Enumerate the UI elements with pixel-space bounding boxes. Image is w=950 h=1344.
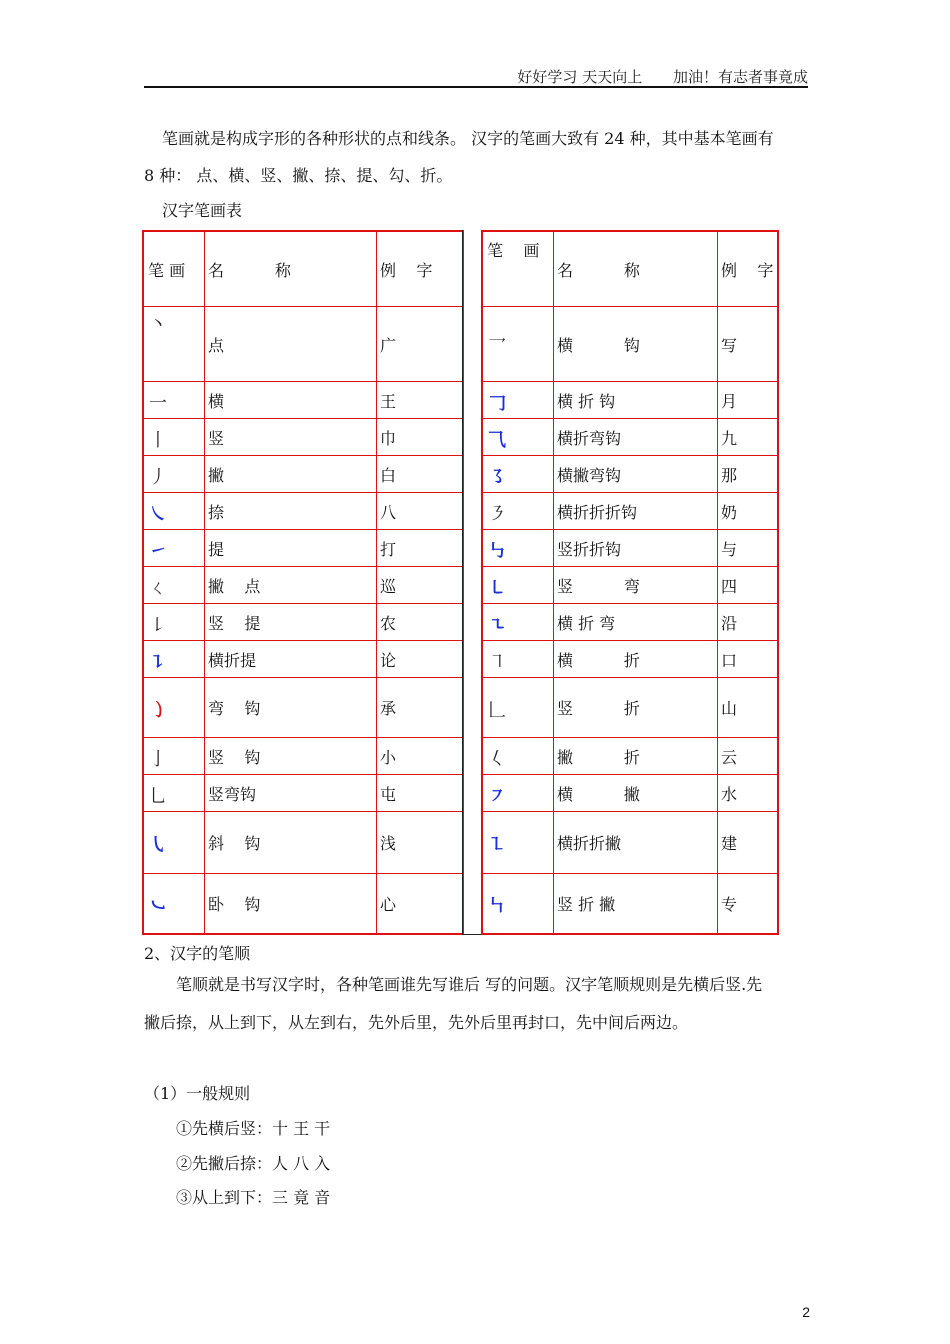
example-character: 那 (721, 465, 738, 485)
stroke-name: 竖 折 (557, 699, 640, 718)
section-body-line-1: 笔顺就是书写汉字时，各种笔画谁先写谁后 写的问题。汉字笔顺规则是先横后竖.先 (176, 975, 763, 994)
table-row-divider (483, 640, 777, 641)
table-row-divider (144, 455, 462, 456)
stroke-glyph: 亅 (149, 748, 167, 770)
table-spacer (462, 230, 483, 935)
stroke-glyph: ㇍ (488, 614, 506, 636)
header-name-right: 名 称 (557, 261, 640, 280)
stroke-name: 横撇弯钩 (557, 465, 622, 485)
header-name: 名 称 (208, 261, 291, 280)
example-character: 专 (721, 895, 738, 914)
example-character: 云 (721, 747, 738, 767)
table-row-divider (483, 306, 777, 307)
table-row-divider (144, 774, 462, 775)
section-title: 2、汉字的笔顺 (144, 944, 251, 963)
rule-item: ②先撇后捺：人 八 入 (176, 1154, 331, 1173)
header-stroke: 笔 画 (148, 261, 186, 280)
rule-item: ③从上到下：三 竟 音 (176, 1188, 331, 1207)
stroke-name: 横 钩 (557, 335, 640, 355)
stroke-glyph: 丶 (149, 314, 167, 335)
example-character: 浅 (380, 834, 397, 853)
example-character: 承 (380, 699, 397, 718)
intro-line-2: 8 种： 点、横、竖、撇、捺、提、勾、折。 (144, 166, 453, 185)
table-row-divider (483, 811, 777, 812)
table-row-divider (144, 306, 462, 307)
stroke-glyph: ㄑ (149, 577, 167, 599)
stroke-glyph: 乚 (149, 785, 167, 807)
table-row-divider (144, 566, 462, 567)
stroke-name: 横 折 弯 (557, 613, 616, 633)
stroke-glyph: ㇕ (488, 651, 506, 673)
stroke-glyph: ㇞ (488, 896, 506, 917)
example-character: 奶 (721, 502, 738, 522)
intro-line-1: 笔画就是构成字形的各种形状的点和线条。 汉字的笔画大致有 24 种，其中基本笔画有 (162, 129, 774, 148)
table-row-divider (144, 492, 462, 493)
stroke-name: 斜 钩 (208, 834, 261, 853)
section-body-line-2: 撇后捺，从上到下，从左到右，先外后里，先外后里再封口，先中间后两边。 (144, 1013, 689, 1032)
stroke-name: 横折提 (208, 650, 257, 670)
header-example: 例 字 (380, 261, 433, 280)
example-character: 小 (380, 747, 397, 767)
stroke-glyph: ⺄ (488, 429, 506, 451)
column-divider (204, 232, 205, 933)
stroke-table-right (481, 230, 779, 935)
stroke-name: 弯 钩 (208, 699, 261, 718)
example-character: 九 (721, 428, 738, 448)
stroke-name: 撇 折 (557, 747, 640, 767)
stroke-name: 竖折折钩 (557, 539, 622, 559)
table-row-divider (483, 455, 777, 456)
example-character: 农 (380, 613, 397, 633)
table-row-divider (483, 566, 777, 567)
example-character: 八 (380, 502, 397, 522)
example-character: 山 (721, 699, 738, 718)
stroke-name: 竖 折 撇 (557, 895, 616, 914)
stroke-name: 竖弯钩 (208, 784, 257, 804)
stroke-glyph: ㇀ (149, 540, 167, 562)
example-character: 与 (721, 539, 738, 559)
example-character: 四 (721, 576, 738, 596)
stroke-table-left (142, 230, 464, 935)
table-row-divider (483, 677, 777, 678)
header-motto-right: 加油！有志者事竟成 (672, 68, 808, 86)
example-character: 论 (380, 650, 397, 670)
page-header (144, 66, 808, 87)
example-character: 写 (721, 335, 738, 355)
page-number: 2 (802, 1304, 810, 1320)
table-row-divider (144, 603, 462, 604)
example-character: 白 (380, 465, 397, 485)
column-divider (717, 232, 718, 933)
table-row-divider (144, 418, 462, 419)
table-row-divider (483, 737, 777, 738)
table-row-divider (483, 873, 777, 874)
stroke-name: 提 (208, 539, 225, 559)
stroke-name: 撇 (208, 465, 225, 485)
stroke-glyph: ㇊ (149, 651, 167, 673)
stroke-glyph: ㇏ (149, 503, 167, 525)
table-row-divider (144, 529, 462, 530)
stroke-glyph: 𠃌 (488, 392, 506, 414)
stroke-glyph: ㇁ (149, 700, 167, 721)
stroke-glyph: ㇉ (488, 540, 506, 562)
stroke-name: 捺 (208, 502, 225, 522)
stroke-glyph: 一 (149, 392, 167, 414)
rules-subtitle: （1）一般规则 (144, 1084, 251, 1103)
stroke-name: 横折折撇 (557, 834, 622, 853)
header-example-right: 例 字 (721, 261, 774, 280)
stroke-glyph: ㇂ (149, 835, 167, 856)
example-character: 沿 (721, 613, 738, 633)
table-row-divider (483, 492, 777, 493)
stroke-glyph: 乛 (488, 336, 506, 358)
table-row-divider (144, 640, 462, 641)
stroke-name: 竖 提 (208, 613, 261, 633)
table-row-divider (483, 529, 777, 530)
rule-item: ①先横后竖：十 王 干 (176, 1119, 331, 1138)
table-row-divider (483, 418, 777, 419)
header-stroke-right: 笔 画 (487, 241, 540, 260)
header-divider (144, 86, 808, 88)
stroke-name: 横折弯钩 (557, 428, 622, 448)
table-row-divider (483, 603, 777, 604)
example-character: 巾 (380, 428, 397, 448)
table-row-divider (483, 774, 777, 775)
example-character: 王 (380, 391, 397, 411)
table-row-divider (144, 381, 462, 382)
stroke-glyph: 𠃊 (488, 700, 506, 721)
column-divider (553, 232, 554, 933)
example-character: 水 (721, 784, 738, 804)
stroke-name: 横 折 钩 (557, 391, 616, 411)
table-row-divider (483, 381, 777, 382)
stroke-name: 竖 弯 (557, 576, 640, 596)
stroke-name: 点 (208, 335, 225, 355)
header-motto-left: 好好学习 天天向上 (517, 68, 643, 86)
example-character: 心 (380, 895, 397, 914)
table-title: 汉字笔画表 (162, 201, 243, 220)
stroke-glyph: ㇅ (488, 835, 506, 856)
stroke-glyph: ㇇ (488, 785, 506, 807)
column-divider (376, 232, 377, 933)
stroke-name: 竖 (208, 428, 225, 448)
stroke-glyph: 丨 (149, 429, 167, 451)
table-row-divider (144, 811, 462, 812)
example-character: 月 (721, 391, 738, 411)
stroke-glyph: 丿 (149, 466, 167, 488)
example-character: 屯 (380, 784, 397, 804)
stroke-name: 横 折 (557, 650, 640, 670)
stroke-glyph: ㇌ (488, 466, 506, 488)
stroke-name: 竖 钩 (208, 747, 261, 767)
example-character: 打 (380, 539, 397, 559)
table-row-divider (144, 737, 462, 738)
stroke-name: 横折折折钩 (557, 502, 638, 522)
example-character: 广 (380, 335, 397, 355)
stroke-glyph: ㇋ (488, 503, 506, 525)
stroke-glyph: ㇃ (149, 896, 167, 917)
stroke-name: 卧 钩 (208, 895, 261, 914)
stroke-name: 横 (208, 391, 225, 411)
example-character: 建 (721, 834, 738, 853)
stroke-name: 撇 点 (208, 576, 261, 596)
example-character: 口 (721, 650, 738, 670)
stroke-glyph: 𡿨 (488, 748, 506, 770)
table-row-divider (144, 873, 462, 874)
stroke-name: 横 撇 (557, 784, 640, 804)
example-character: 巡 (380, 576, 397, 596)
table-row-divider (144, 677, 462, 678)
stroke-glyph: ㇙ (149, 614, 167, 636)
stroke-glyph: ㇄ (488, 577, 506, 599)
